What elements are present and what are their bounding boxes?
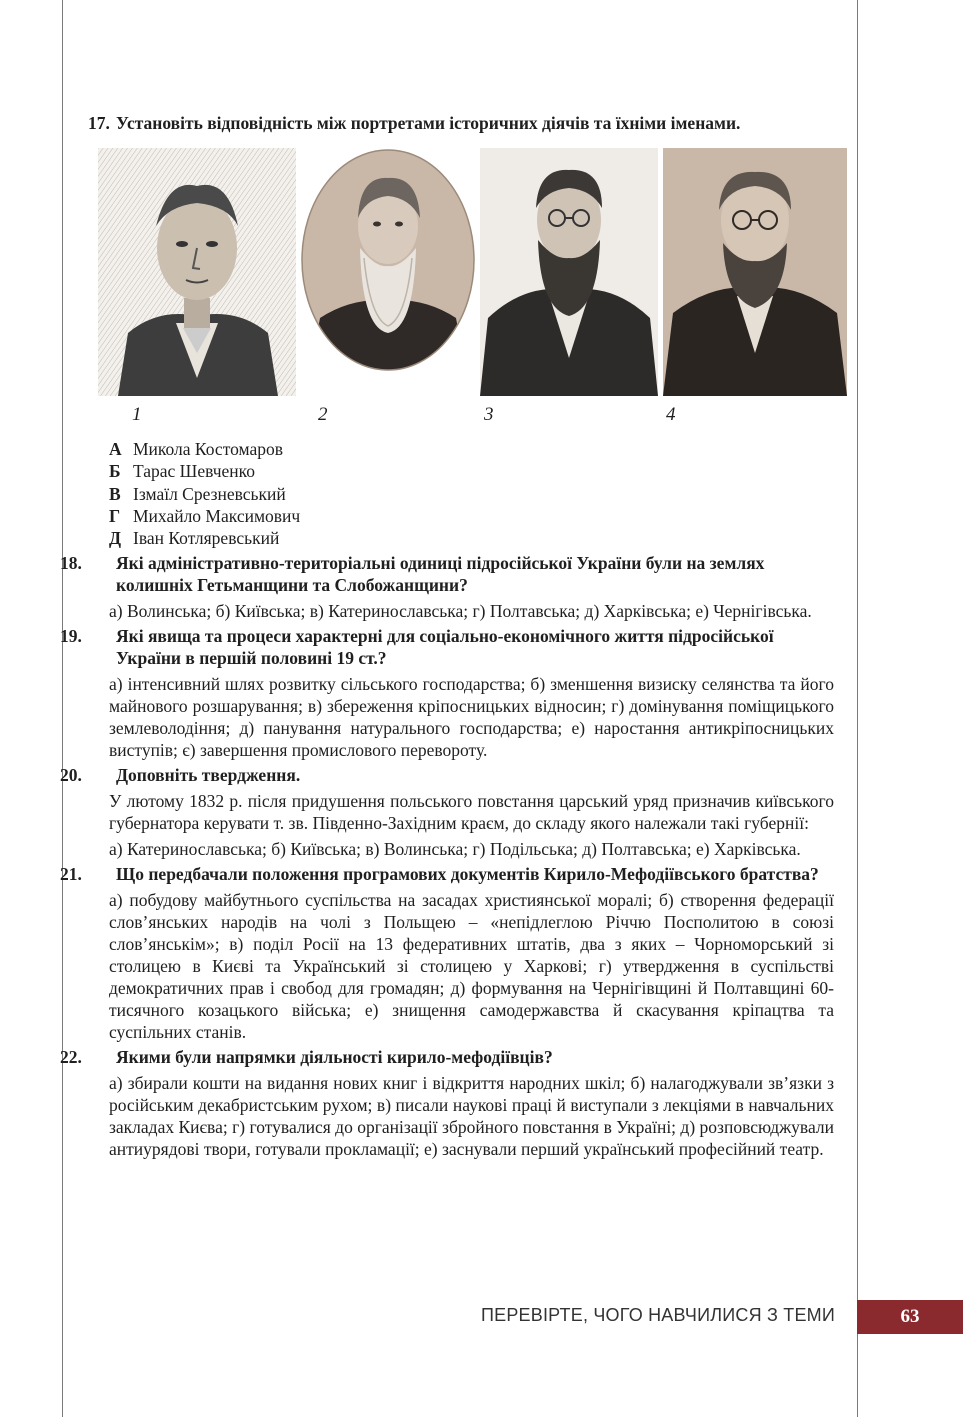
- question-20: [60, 764, 834, 786]
- option-v: В Ізмаїл Срезневський: [109, 483, 286, 504]
- question-number: 21.: [60, 864, 82, 885]
- question-number: 17.: [88, 113, 110, 133]
- question-17: [88, 112, 834, 134]
- question-19-answers: а) інтенсивний шлях розвитку сільського господарства; б) зменшення визиску селянства та його майнового розшарування; в) збереження кріпосницьких відносин; г) домінування поміщицького землеволодіння; д) панування натурального господарства; е) наростання антикріпосницьких виступів; є) завершення промислового перевороту.: [109, 674, 834, 761]
- portrait-3-image: [480, 148, 658, 396]
- portrait-label-4: 4: [666, 404, 676, 425]
- question-number: 19.: [60, 626, 82, 647]
- option-b: Б Тарас Шевченко: [109, 461, 255, 482]
- portrait-label-3: 3: [484, 404, 494, 425]
- question-number: 18.: [60, 553, 82, 574]
- question-18-answers: а) Волинська; б) Київська; в) Катеринославська; г) Полтавська; д) Харківська; е) Чернігівська.: [109, 601, 812, 622]
- question-22-answers: а) збирали кошти на видання нових книг і відкриття народних шкіл; б) налагоджували зв’язки з російським декабристським рухом; в) писали наукові праці й виступали з лекціями в навчальних закладах Києва; г) готувалися до організації збройного повстання в Україні; д) розповсюджували антиурядові твори, готували прокламації; е) заснували перший український професійний театр.: [109, 1073, 834, 1160]
- question-21-answers: а) побудову майбутнього суспільства на засадах християнської моралі; б) створення федерації слов’янських народів на чолі з Польщею – «непідлеглою Річчю Посполитою в союзі слов’янськім»; в) поділ Росії на 13 федеративних штатів, два з яких – Чорноморський зі столицею в Києві та Український зі столицею у Харкові; г) утвердження в суспільстві демократичних прав і свобод для громадян; д) формування на Чернігівщині й Полтавщині 60-тисячного козацького війська; е) знищення самодержавства й скасування кріпацтва та суспільних станів.: [109, 890, 834, 1043]
- question-21: [60, 863, 834, 885]
- right-margin-line: [857, 0, 858, 1417]
- page-content: [60, 112, 834, 1160]
- question-text: Які адміністративно-територіальні одиниці підросійської України були на землях колишніх Гетьманщини та Слобожанщини?: [116, 553, 765, 596]
- question-19: [60, 625, 834, 669]
- question-text: Що передбачали положення програмових документів Кирило-Мефодіївського братства?: [116, 864, 819, 885]
- portrait-2-image: [300, 148, 476, 372]
- page-number: 63: [900, 1306, 920, 1327]
- page-number-badge: [857, 1300, 963, 1334]
- question-text: Які явища та процеси характерні для соціально-економічного життя підросійської України в першій половині 19 ст.?: [116, 626, 774, 669]
- question-number: 22.: [60, 1047, 82, 1068]
- question-20-statement: У лютому 1832 р. після придушення польського повстання царський уряд призначив київського губернатора керувати т. зв. Південно-Західним краєм, до складу якого належали такі губернії:: [109, 791, 834, 834]
- option-d: Д Іван Котляревський: [109, 528, 280, 549]
- question-text: Якими були напрямки діяльності кирило-мефодіївців?: [116, 1047, 553, 1068]
- question-18: [60, 552, 834, 596]
- option-h: Г Михайло Максимович: [109, 505, 301, 526]
- left-margin-line: [62, 0, 63, 1417]
- question-20-answers: а) Катеринославська; б) Київська; в) Волинська; г) Подільська; д) Полтавська; е) Харківська.: [109, 839, 801, 860]
- portraits-row: [88, 148, 834, 425]
- portrait-label-2: 2: [318, 404, 328, 425]
- portrait-1-image: [98, 148, 296, 396]
- question-text: Доповніть твердження.: [116, 765, 301, 786]
- portrait-label-1: 1: [132, 404, 142, 425]
- question-22: [60, 1046, 834, 1068]
- question-text: Установіть відповідність між портретами історичних діячів та їхніми іменами.: [116, 113, 741, 133]
- answer-options: [88, 438, 834, 549]
- question-number: 20.: [60, 765, 82, 786]
- portrait-4-image: [663, 148, 847, 396]
- section-title: ПЕРЕВІРТЕ, ЧОГО НАВЧИЛИСЯ З ТЕМИ: [481, 1305, 835, 1325]
- option-a: А Микола Костомаров: [109, 439, 284, 459]
